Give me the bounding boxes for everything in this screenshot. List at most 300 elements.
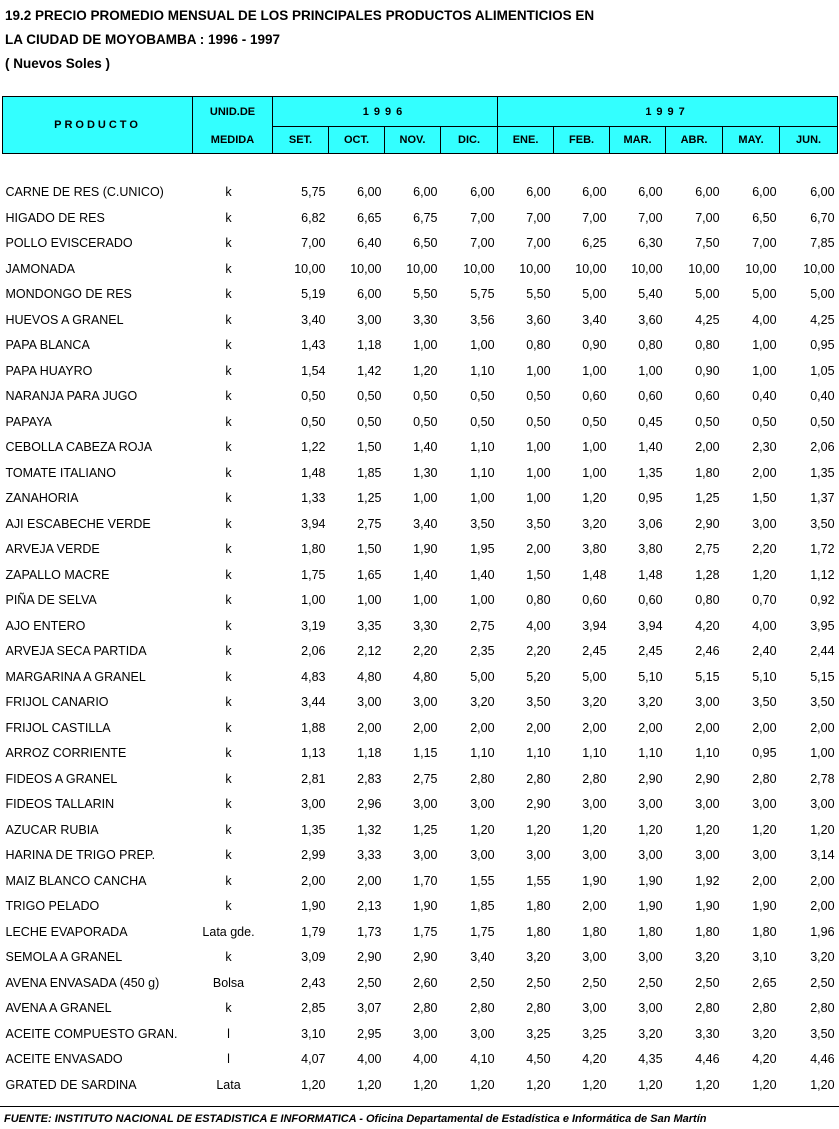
price-cell: 1,35 [301,822,326,837]
product-name: PAPA BLANCA [5,338,90,353]
table-row [3,384,838,410]
table-row [3,486,838,512]
unit-of-measure: Bolsa [212,975,245,990]
price-cell: 2,80 [526,771,551,786]
price-cell: 1,00 [301,593,326,608]
price-cell: 1,20 [810,1077,835,1092]
price-cell: 1,20 [470,822,495,837]
price-cell: 4,50 [526,1052,551,1067]
price-cell: 3,00 [413,797,438,812]
price-cell: 4,20 [695,618,720,633]
price-cell: 5,10 [638,669,663,684]
price-cell: 10,00 [631,261,663,276]
price-cell: 1,85 [357,465,382,480]
price-cell: 2,90 [695,771,720,786]
price-cell: 2,50 [582,975,607,990]
price-cell: 1,12 [810,567,835,582]
price-cell: 2,45 [638,644,663,659]
price-cell: 1,20 [752,567,777,582]
price-cell: 2,75 [470,618,495,633]
unit-of-measure: Lata gde. [202,924,255,939]
table-row [3,1047,838,1073]
price-cell: 5,00 [695,287,720,302]
price-cell: 3,00 [470,1026,495,1041]
price-cell: 3,00 [695,848,720,863]
price-cell: 4,35 [638,1052,663,1067]
price-cell: 4,00 [357,1052,382,1067]
price-cell: 2,40 [752,644,777,659]
price-cell: 2,80 [413,1001,438,1016]
currency-note: ( Nuevos Soles ) [5,56,111,71]
price-cell: 3,80 [638,542,663,557]
price-cell: 3,20 [810,950,835,965]
source-note: FUENTE: INSTITUTO NACIONAL DE ESTADISTICA E INFORMATICA - Oficina Departamental de Estadística e Informática de San Martín [4,1113,707,1125]
product-name: NARANJA PARA JUGO [5,389,138,404]
table-row [3,843,838,869]
price-cell: 2,99 [301,848,326,863]
table-row [3,460,838,486]
price-cell: 3,00 [413,1026,438,1041]
price-cell: 1,48 [582,567,607,582]
price-cell: 1,85 [470,899,495,914]
price-cell: 1,20 [752,1077,777,1092]
price-cell: 6,70 [810,210,835,225]
product-name: JAMONADA [5,261,75,276]
product-name: GRATED DE SARDINA [5,1077,137,1092]
price-cell: 1,35 [638,465,663,480]
unit-of-measure: k [225,720,232,735]
price-cell: 1,55 [470,873,495,888]
price-cell: 2,80 [752,771,777,786]
price-cell: 0,92 [810,593,835,608]
unit-of-measure: k [225,338,232,353]
price-cell: 1,00 [470,338,495,353]
price-cell: 3,20 [470,695,495,710]
unit-of-measure: k [225,414,232,429]
price-cell: 1,90 [413,542,438,557]
header-month: MAR. [610,127,666,154]
price-cell: 1,96 [810,924,835,939]
product-name: FIDEOS TALLARIN [5,797,115,812]
price-cell: 7,00 [301,236,326,251]
price-cell: 3,00 [638,950,663,965]
price-cell: 3,60 [526,312,551,327]
product-name: HIGADO DE RES [5,210,105,225]
price-cell: 0,70 [752,593,777,608]
header-unid-line1: UNID.DE [193,97,273,127]
price-cell: 0,50 [470,414,495,429]
unit-of-measure: Lata [216,1077,241,1092]
unit-of-measure: k [225,771,232,786]
price-cell: 3,00 [752,848,777,863]
price-cell: 1,10 [470,363,495,378]
price-cell: 1,28 [695,567,720,582]
price-cell: 3,95 [810,618,835,633]
price-cell: 1,00 [357,593,382,608]
price-cell: 1,50 [357,542,382,557]
price-cell: 2,06 [810,440,835,455]
header-month: ENE. [498,127,554,154]
table-row [3,868,838,894]
price-cell: 2,50 [526,975,551,990]
price-cell: 6,50 [752,210,777,225]
price-cell: 10,00 [745,261,777,276]
price-cell: 1,90 [752,899,777,914]
price-cell: 1,20 [526,822,551,837]
price-cell: 3,80 [582,542,607,557]
price-cell: 3,00 [357,312,382,327]
price-cell: 3,40 [470,950,495,965]
price-cell: 0,95 [752,746,777,761]
price-cell: 3,40 [413,516,438,531]
product-name: CEBOLLA CABEZA ROJA [5,440,153,455]
price-cell: 6,00 [413,185,438,200]
price-cell: 4,46 [695,1052,720,1067]
price-cell: 4,25 [695,312,720,327]
price-cell: 10,00 [575,261,607,276]
price-cell: 0,50 [470,389,495,404]
price-cell: 1,92 [695,873,720,888]
table-row [3,282,838,308]
price-cell: 2,30 [752,440,777,455]
price-cell: 1,22 [301,440,326,455]
price-cell: 1,80 [695,465,720,480]
unit-of-measure: k [225,491,232,506]
price-cell: 1,75 [413,924,438,939]
price-cell: 0,50 [301,414,326,429]
table-row [3,894,838,920]
price-cell: 0,95 [638,491,663,506]
price-cell: 1,05 [810,363,835,378]
price-cell: 3,50 [526,695,551,710]
price-cell: 2,00 [752,465,777,480]
price-cell: 1,90 [582,873,607,888]
price-cell: 3,50 [526,516,551,531]
price-cell: 4,46 [810,1052,835,1067]
table-row [3,792,838,818]
price-cell: 1,40 [470,567,495,582]
table-row [3,741,838,767]
price-cell: 2,00 [301,873,326,888]
price-cell: 1,00 [526,465,551,480]
price-cell: 2,00 [526,542,551,557]
price-cell: 3,00 [470,797,495,812]
header-month: NOV. [385,127,441,154]
product-name: ZANAHORIA [5,491,79,506]
price-cell: 3,40 [582,312,607,327]
price-cell: 5,75 [301,185,326,200]
unit-of-measure: k [225,389,232,404]
price-cell: 1,00 [638,363,663,378]
price-cell: 5,00 [582,669,607,684]
price-cell: 4,25 [810,312,835,327]
product-name: AJO ENTERO [5,618,86,633]
price-cell: 3,94 [582,618,607,633]
price-cell: 3,00 [752,516,777,531]
product-name: FRIJOL CANARIO [5,695,109,710]
product-name: AZUCAR RUBIA [5,822,99,837]
price-cell: 3,30 [413,618,438,633]
price-cell: 3,20 [526,950,551,965]
product-name: CARNE DE RES (C.UNICO) [5,185,164,200]
price-cell: 0,50 [582,414,607,429]
table-row [3,817,838,843]
table-row [3,180,838,206]
price-cell: 1,32 [357,822,382,837]
price-cell: 0,50 [695,414,720,429]
price-cell: 3,50 [470,516,495,531]
price-cell: 2,06 [301,644,326,659]
table-row [3,256,838,282]
price-cell: 0,80 [638,338,663,353]
price-cell: 2,00 [526,720,551,735]
header-year-1997: 1997 [498,97,838,127]
price-cell: 3,50 [810,516,835,531]
table-row [3,945,838,971]
price-cell: 0,45 [638,414,663,429]
price-cell: 7,00 [582,210,607,225]
price-cell: 4,00 [752,312,777,327]
price-cell: 0,95 [810,338,835,353]
price-cell: 0,50 [526,389,551,404]
price-cell: 4,80 [357,669,382,684]
price-cell: 6,00 [526,185,551,200]
price-cell: 1,80 [582,924,607,939]
price-cell: 10,00 [688,261,720,276]
table-row [3,358,838,384]
price-cell: 2,95 [357,1026,382,1041]
header-month: MAY. [723,127,780,154]
price-cell: 1,43 [301,338,326,353]
price-cell: 1,25 [357,491,382,506]
price-cell: 1,35 [810,465,835,480]
price-cell: 1,40 [413,567,438,582]
price-cell: 1,00 [582,440,607,455]
price-cell: 1,20 [582,822,607,837]
price-cell: 5,75 [470,287,495,302]
price-cell: 3,09 [301,950,326,965]
price-cell: 4,00 [526,618,551,633]
price-cell: 1,20 [638,1077,663,1092]
product-name: TRIGO PELADO [5,899,100,914]
price-cell: 3,30 [695,1026,720,1041]
product-name: PIÑA DE SELVA [5,593,97,608]
footer-divider [0,1106,839,1107]
unit-of-measure: k [225,516,232,531]
price-cell: 1,72 [810,542,835,557]
product-name: LECHE EVAPORADA [5,924,128,939]
price-cell: 3,00 [695,695,720,710]
price-cell: 1,10 [470,746,495,761]
price-cell: 3,25 [582,1026,607,1041]
price-cell: 1,42 [357,363,382,378]
table-subtitle: LA CIUDAD DE MOYOBAMBA : 1996 - 1997 [5,32,281,47]
price-cell: 1,25 [695,491,720,506]
price-cell: 2,50 [810,975,835,990]
price-cell: 2,20 [752,542,777,557]
price-cell: 0,50 [301,389,326,404]
price-cell: 1,20 [752,822,777,837]
product-name: ARROZ CORRIENTE [5,746,127,761]
price-cell: 1,10 [470,465,495,480]
price-cell: 0,60 [582,389,607,404]
product-name: PAPAYA [5,414,52,429]
price-cell: 1,18 [357,746,382,761]
price-cell: 0,50 [413,414,438,429]
price-cell: 3,00 [638,848,663,863]
price-cell: 2,00 [752,720,777,735]
header-month: DIC. [441,127,498,154]
header-month: SET. [273,127,329,154]
price-cell: 6,30 [638,236,663,251]
price-cell: 3,50 [810,695,835,710]
price-cell: 2,80 [582,771,607,786]
price-cell: 2,00 [357,720,382,735]
price-cell: 3,20 [582,516,607,531]
price-cell: 5,15 [695,669,720,684]
product-name: HARINA DE TRIGO PREP. [5,848,156,863]
price-cell: 3,00 [470,848,495,863]
price-cell: 1,90 [638,899,663,914]
price-cell: 2,85 [301,1001,326,1016]
price-cell: 3,50 [810,1026,835,1041]
price-cell: 1,75 [470,924,495,939]
price-cell: 1,20 [582,491,607,506]
price-cell: 6,40 [357,236,382,251]
unit-of-measure: k [225,695,232,710]
product-name: HUEVOS A GRANEL [5,312,124,327]
price-cell: 1,25 [413,822,438,837]
price-cell: 0,50 [357,389,382,404]
table-row [3,664,838,690]
unit-of-measure: k [225,261,232,276]
price-cell: 4,10 [470,1052,495,1067]
price-cell: 6,00 [357,185,382,200]
price-cell: 2,00 [638,720,663,735]
price-cell: 3,00 [357,695,382,710]
table-row [3,613,838,639]
price-cell: 5,00 [810,287,835,302]
product-name: SEMOLA A GRANEL [5,950,123,965]
price-cell: 6,00 [695,185,720,200]
unit-of-measure: k [225,567,232,582]
price-cell: 3,44 [301,695,326,710]
price-cell: 1,13 [301,746,326,761]
price-cell: 1,15 [413,746,438,761]
price-cell: 2,83 [357,771,382,786]
price-cell: 2,45 [582,644,607,659]
price-cell: 2,00 [582,720,607,735]
price-cell: 6,00 [582,185,607,200]
price-cell: 1,90 [695,899,720,914]
price-cell: 1,00 [526,491,551,506]
unit-of-measure: k [225,236,232,251]
price-cell: 5,00 [582,287,607,302]
price-cell: 2,90 [357,950,382,965]
price-cell: 4,00 [413,1052,438,1067]
product-name: ARVEJA SECA PARTIDA [5,644,147,659]
price-cell: 2,75 [413,771,438,786]
price-cell: 3,00 [582,1001,607,1016]
price-cell: 0,50 [413,389,438,404]
price-cell: 3,00 [695,797,720,812]
price-cell: 3,00 [413,695,438,710]
price-cell: 6,00 [638,185,663,200]
price-cell: 2,00 [810,720,835,735]
price-cell: 3,20 [695,950,720,965]
price-cell: 3,00 [413,848,438,863]
unit-of-measure: k [225,950,232,965]
product-name: AVENA ENVASADA (450 g) [5,975,160,990]
product-name: AVENA A GRANEL [5,1001,112,1016]
price-cell: 3,35 [357,618,382,633]
price-cell: 0,90 [695,363,720,378]
price-cell: 6,00 [470,185,495,200]
table-row [3,1021,838,1047]
table-row [3,766,838,792]
header-month: OCT. [329,127,385,154]
unit-of-measure: k [225,185,232,200]
price-cell: 2,80 [470,771,495,786]
table-row [3,690,838,716]
price-cell: 4,83 [301,669,326,684]
price-cell: 2,00 [470,720,495,735]
price-cell: 6,00 [357,287,382,302]
price-cell: 4,20 [582,1052,607,1067]
price-cell: 2,80 [810,1001,835,1016]
price-cell: 1,00 [526,363,551,378]
table-row [3,333,838,359]
table-row [3,562,838,588]
price-cell: 5,00 [752,287,777,302]
price-cell: 5,50 [413,287,438,302]
price-cell: 2,75 [357,516,382,531]
unit-of-measure: l [227,1026,230,1041]
price-cell: 7,85 [810,236,835,251]
price-cell: 3,14 [810,848,835,863]
price-cell: 3,00 [582,950,607,965]
price-cell: 3,00 [301,797,326,812]
price-cell: 10,00 [463,261,495,276]
price-cell: 3,00 [582,848,607,863]
price-cell: 10,00 [350,261,382,276]
price-cell: 3,00 [638,1001,663,1016]
table-row [3,307,838,333]
price-cell: 2,46 [695,644,720,659]
price-cell: 0,80 [526,338,551,353]
price-cell: 2,12 [357,644,382,659]
unit-of-measure: k [225,746,232,761]
price-cell: 1,00 [810,746,835,761]
product-name: POLLO EVISCERADO [5,236,133,251]
table-row [3,537,838,563]
price-cell: 1,10 [638,746,663,761]
price-cell: 1,48 [301,465,326,480]
price-cell: 0,80 [695,338,720,353]
price-cell: 6,25 [582,236,607,251]
price-cell: 4,80 [413,669,438,684]
price-cell: 2,00 [582,899,607,914]
price-cell: 5,40 [638,287,663,302]
unit-of-measure: k [225,644,232,659]
price-cell: 2,80 [695,1001,720,1016]
price-cell: 0,60 [638,593,663,608]
price-cell: 1,48 [638,567,663,582]
price-cell: 2,00 [413,720,438,735]
price-cell: 1,40 [638,440,663,455]
price-cell: 2,35 [470,644,495,659]
unit-of-measure: k [225,848,232,863]
